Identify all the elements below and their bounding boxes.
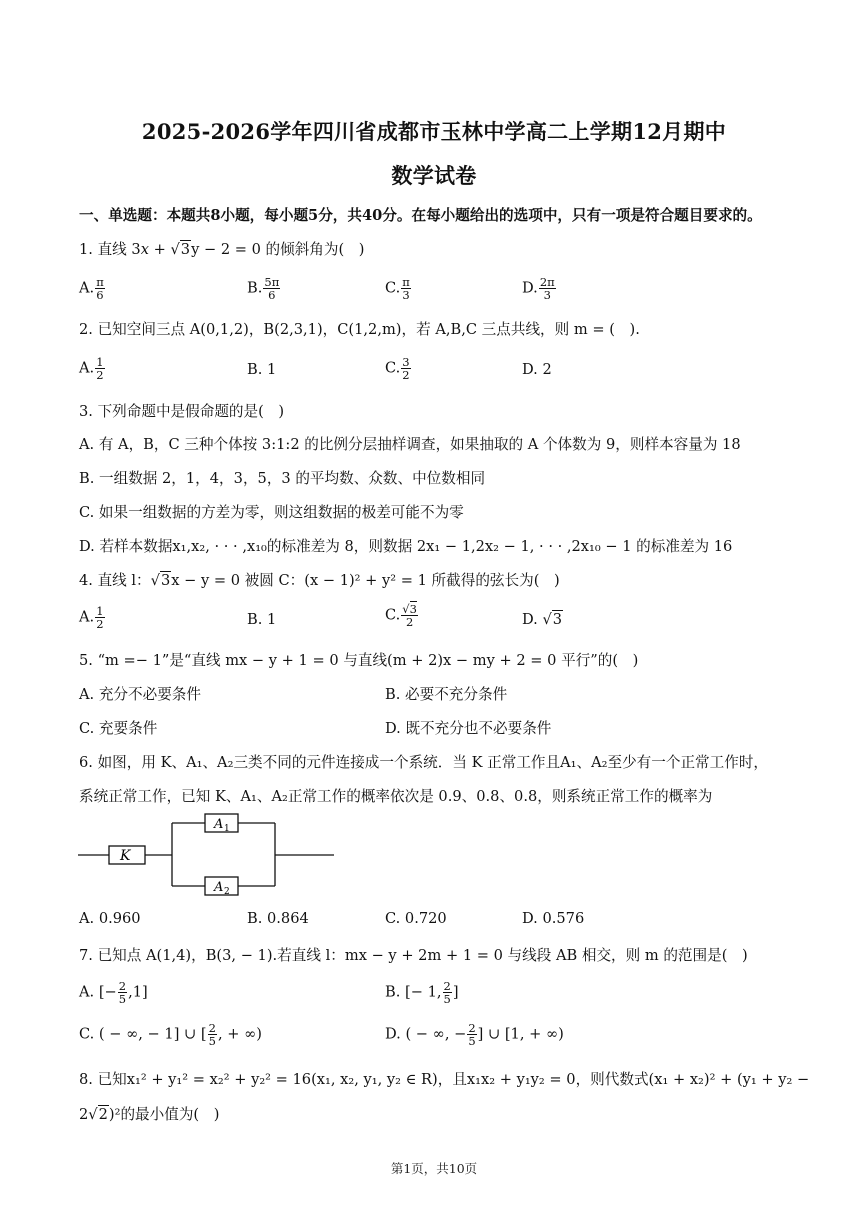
exam-subtitle: 数学试卷 bbox=[391, 163, 477, 188]
q5-option-b[interactable]: B. 必要不充分条件 bbox=[385, 686, 508, 703]
q7-option-c[interactable]: C. ( − ∞, − 1] ∪ [ $\frac{2}{5}$ , + ∞) bbox=[79, 1021, 262, 1049]
q5-option-a[interactable]: A. 充分不必要条件 bbox=[79, 686, 201, 703]
question-6-line1: 6. 如图，用 K、A₁、A₂三类不同的元件连接成一个系统．当 K 正常工作且A₁、A₂至少有一个正常工作时， bbox=[79, 754, 769, 771]
q7-option-d[interactable]: D. ( − ∞, − $\frac{2}{5}$ ] ∪ [1, + ∞) bbox=[385, 1021, 564, 1049]
q1-option-a[interactable]: A. $\frac{\pi}{6}$ bbox=[79, 275, 104, 303]
q2-option-c[interactable]: C. $\frac{3}{2}$ bbox=[385, 355, 410, 383]
label-k: K bbox=[120, 848, 131, 864]
q1-option-c[interactable]: C. $\frac{\pi}{3}$ bbox=[385, 275, 410, 303]
question-3-stem: 3. 下列命题中是假命题的是( ) bbox=[79, 403, 285, 420]
q4-option-a[interactable]: A. $\frac{1}{2}$ bbox=[79, 604, 104, 632]
q3-option-a[interactable]: A. 有 A，B，C 三种个体按 3:1:2 的比例分层抽样调查，如果抽取的 A 个体数为 9，则样本容量为 18 bbox=[79, 436, 741, 453]
q2-option-b[interactable]: B. 1 bbox=[247, 361, 277, 378]
q4-option-c[interactable]: C. $\frac{√3}{2}$ bbox=[385, 602, 417, 630]
question-1: 1. 直线 3x + √3y − 2 = 0 的倾斜角为( ) bbox=[79, 241, 365, 258]
label-a1-sub: 1 bbox=[224, 824, 230, 834]
q6-option-a[interactable]: A. 0.960 bbox=[79, 910, 141, 927]
q6-option-d[interactable]: D. 0.576 bbox=[522, 910, 585, 927]
q7-option-a[interactable]: A. [− $\frac{2}{5}$ ,1] bbox=[79, 979, 148, 1007]
section-heading: 一、单选题：本题共8小题，每小题5分，共40分。在每小题给出的选项中，只有一项是符合题目要求的。 bbox=[79, 207, 762, 224]
q5-option-d[interactable]: D. 既不充分也不必要条件 bbox=[385, 720, 552, 737]
q3-option-d[interactable]: D. 若样本数据x₁,x₂, · · · ,x₁₀的标准差为 8，则数据 2x₁ − 1,2x₂ − 1, · · · ,2x₁₀ − 1 的标准差为 16 bbox=[79, 538, 733, 555]
exam-title: 2025-2026学年四川省成都市玉林中学高二上学期12月期中 bbox=[141, 119, 727, 144]
q4-option-d[interactable]: D. √3 bbox=[522, 611, 563, 628]
question-5: 5. “m =− 1”是“直线 mx − y + 1 = 0 与直线(m + 2)x − my + 2 = 0 平行”的( ) bbox=[79, 652, 639, 669]
question-8-line1: 8. 已知x₁² + y₁² = x₂² + y₂² = 16(x₁, x₂, y₁, y₂ ∈ R)，且x₁x₂ + y₁y₂ = 0，则代数式(x₁ + x₂)² + (y₁ + y₂ − bbox=[79, 1071, 810, 1088]
question-6-line2: 系统正常工作，已知 K、A₁、A₂正常工作的概率依次是 0.9、0.8、0.8，则系统正常工作的概率为 bbox=[79, 788, 713, 805]
page-footer: 第1页，共10页 bbox=[390, 1161, 478, 1176]
q2-option-a[interactable]: A. $\frac{1}{2}$ bbox=[79, 355, 104, 383]
q1-text-pre: 直线 3 bbox=[97, 241, 141, 258]
question-8-line2: 2√2)²的最小值为( ) bbox=[79, 1106, 220, 1123]
q6-option-b[interactable]: B. 0.864 bbox=[247, 910, 309, 927]
q1-number: 1. bbox=[79, 241, 93, 258]
q5-option-c[interactable]: C. 充要条件 bbox=[79, 720, 158, 737]
label-a2-sub: 2 bbox=[224, 887, 230, 897]
circuit-diagram bbox=[78, 808, 338, 900]
q7-option-b[interactable]: B. [− 1, $\frac{2}{5}$ ] bbox=[385, 979, 459, 1007]
q3-option-c[interactable]: C. 如果一组数据的方差为零，则这组数据的极差可能不为零 bbox=[79, 504, 464, 521]
question-2: 2. 已知空间三点 A(0,1,2)，B(2,3,1)，C(1,2,m)，若 A,B,C 三点共线，则 m = ( ). bbox=[79, 321, 640, 338]
question-7: 7. 已知点 A(1,4)，B(3, − 1).若直线 l：mx − y + 2m + 1 = 0 与线段 AB 相交，则 m 的范围是( ) bbox=[79, 947, 748, 964]
q1-option-d[interactable]: D. $\frac{2\pi}{3}$ bbox=[522, 275, 555, 303]
q3-option-b[interactable]: B. 一组数据 2，1，4，3，5，3 的平均数、众数、中位数相同 bbox=[79, 470, 486, 487]
label-a2: A bbox=[214, 880, 224, 895]
sqrt-symbol: √3 bbox=[170, 241, 191, 258]
q2-option-d[interactable]: D. 2 bbox=[522, 361, 552, 378]
q1-option-b[interactable]: B. $\frac{5\pi}{6}$ bbox=[247, 275, 280, 303]
label-a1: A bbox=[214, 817, 224, 832]
question-4: 4. 直线 l：√3x − y = 0 被圆 C：(x − 1)² + y² = 1 所截得的弦长为( ) bbox=[79, 572, 560, 589]
q6-option-c[interactable]: C. 0.720 bbox=[385, 910, 447, 927]
q4-option-b[interactable]: B. 1 bbox=[247, 611, 277, 628]
q1-text-mid: y − 2 = 0 的倾斜角为( ) bbox=[191, 241, 365, 258]
